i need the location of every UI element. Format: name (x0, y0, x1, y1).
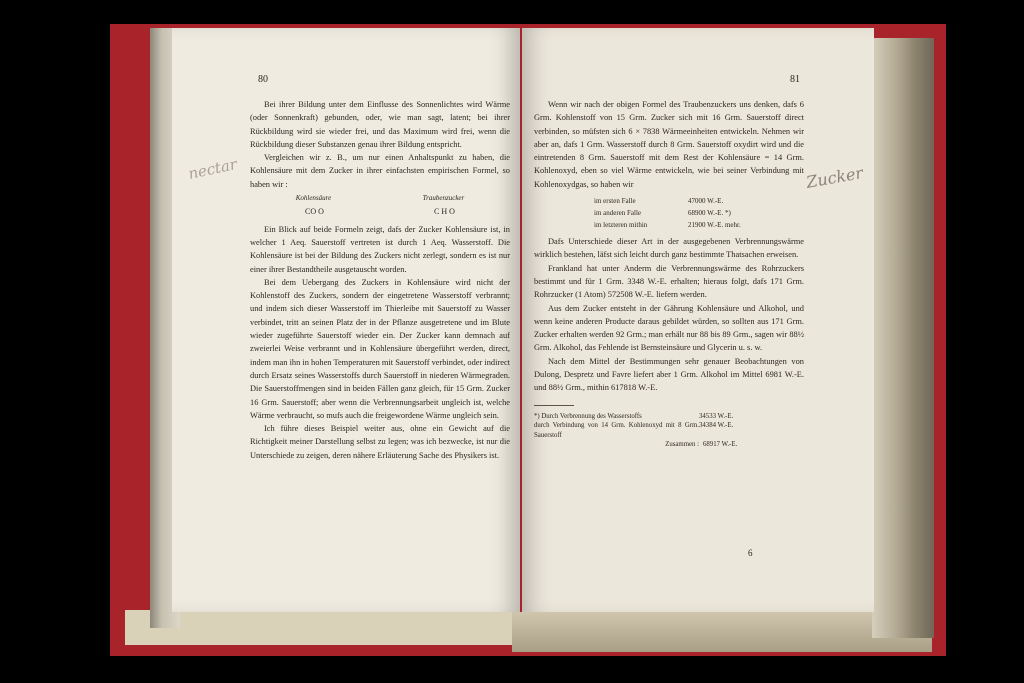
paragraph: Bei dem Uebergang des Zuckers in Kohlensäure wird nicht der Kohlenstoff des Zuckers, sondern der eingetretene Wasserstoff verbrannt; und indem sich dieser Wasserstoff im Thierleibe mit Sauerstoff zu Wasser verbindet, tritt an seinen Platz der in der Pflanze ausgetretene und im Blute wieder zugeführte Sauerstoff wieder ein. Der Zucker kann demnach auf zweierlei Weise verbrannt und in Kohlensäure übergeführt werden, direct, indem man ihn in hohen Temperaturen mit Sauerstoff verbindet, oder indirect durch Ersatz seines Wasserstoffs durch Sauerstoff in niederen Wärmegraden. Die Sauerstoffmengen sind in beiden Fällen ganz gleich, für 15 Grm. Zucker 16 Grm. Sauerstoff; aber wenn die Verbrennungsarbeit ungleich ist, welche Wärme verbraucht, so mufs auch die freigewordene Wärme ungleich sein. (250, 277, 510, 420)
table-value: 47000 W.-E. (688, 197, 724, 206)
table-value: 68900 W.-E. *) (688, 209, 731, 218)
footnote-value: 34533 W.-E. (699, 412, 734, 420)
page-number: 80 (258, 74, 268, 85)
signature-mark: 6 (748, 548, 753, 558)
paragraph: Bei ihrer Bildung unter dem Einflusse des Sonnenlichtes wird Wärme (oder Sonnenkraft) gebunden, oder, wie man sagt, latent; bei ihrer Rückbildung wird sie wieder frei, und das Maximum wird frei, wenn die Rückbildung dieser Substanzen genau ihrer Bildung entspricht. (250, 100, 510, 149)
formula (250, 205, 510, 218)
paragraph: Nach dem Mittel der Bestimmungen sehr genauer Beobachtungen von Dulong, Despretz und Favre liefert aber 1 Grm. Alkohol im Mittel 6981 W.-E. und 88½ Grm., mithin 617818 W.-E. (534, 356, 804, 393)
pencil-annotation-left: nectar (186, 155, 239, 183)
footnote-line (534, 421, 804, 440)
page-stack-right (872, 38, 934, 638)
paragraph: Ich führe dieses Beispiel weiter aus, ohne ein Gewicht auf die Richtigkeit meiner Darstellung selbst zu legen; was ich bezwecke, ist nur die Unterschiede zu zeigen, deren nähere Erläuterung Sache des Physikers ist. (250, 424, 510, 460)
right-page-text (534, 98, 804, 450)
pencil-annotation-right: Zucker (804, 163, 865, 192)
footnote-value: 68917 W.-E. (703, 441, 738, 449)
paragraph: Dafs Unterschiede dieser Art in der ausgegebenen Verbrennungswärme wirklich bestehen, läfst sich leicht durch ganz bestimmte Thatsachen erweisen. (534, 237, 804, 260)
paragraph: Aus dem Zucker entsteht in der Gährung Kohlensäure und Alkohol, und wenn keine anderen Producte daraus gebildet würden, so sollten aus 171 Grm. Zucker erhalten werden 92 Grm.; man erhält nur 88 bis 89 Grm., sagen wir 88½ Grm. Alkohol, das Fehlende ist Bernsteinsäure und Glycerin u. s. w. (534, 303, 804, 353)
left-page-text (250, 98, 510, 462)
table-label: im ersten Falle (594, 197, 636, 206)
footnote-value: 34384 W.-E. (699, 422, 734, 430)
table-value: 21900 W.-E. mehr. (688, 221, 741, 230)
paragraph: Vergleichen wir z. B., um nur einen Anhaltspunkt zu haben, die Kohlensäure mit dem Zucker in ihrer einfachsten empirischen Formel, so haben wir : (250, 153, 510, 189)
page-number: 81 (790, 74, 800, 85)
formula-right: C H O (434, 207, 455, 217)
paragraph: Wenn wir nach der obigen Formel des Traubenzuckers uns denken, dafs 6 Grm. Kohlenstoff von 15 Grm. Zucker sich mit 16 Grm. Sauerstoff direct verbinden, so müfsten sich 6 × 7838 Wärmeeinheiten entwickeln. Nehmen wir aber an, dafs 1 Grm. Wasserstoff durch 8 Grm. Sauerstoff oxydirt wird und die eintretenden 8 Grm. Sauerstoff mit dem Rest der Kohlensäure = 14 Grm. Kohlenoxyd, eben so viel Wärme entwickeln, wie bei seiner Verbindung mit Kohlenoxydgas, so haben wir (534, 100, 804, 189)
page-block-right (512, 612, 932, 652)
footnote-text: durch Verbindung von 14 Grm. Kohlenoxyd mit 8 Grm. Sauerstoff (534, 422, 699, 439)
left-page (172, 28, 520, 612)
footnote-text: Zusammen : (665, 441, 699, 449)
heat-table (594, 195, 804, 231)
footnote-line (534, 412, 804, 422)
page-block-left (125, 610, 515, 645)
formula-left: CO O (305, 207, 324, 217)
table-row (594, 195, 804, 207)
footnote-text: *) Durch Verbrennung des Wasserstoffs (534, 412, 642, 420)
right-page (522, 28, 874, 612)
paragraph: Frankland hat unter Anderm die Verbrennungswärme des Rohrzuckers bestimmt und für 1 Grm. 3348 W.-E. erhalten; hieraus folgt, dafs 171 Grm. Rohrzucker (1 Atom) 572508 W.-E. liefern werden. (534, 263, 804, 300)
paragraph: Ein Blick auf beide Formeln zeigt, dafs der Zucker Kohlensäure ist, in welcher 1 Aeq. Sauerstoff vertreten ist durch 1 Aeq. Wasserstoff. Die Kohlensäure ist bei der Bildung des Zuckers nicht zerlegt, sondern es ist nur einer ihrer Bestandtheile ausgetauscht worden. (250, 224, 510, 274)
footnote-line (534, 440, 804, 450)
table-row (594, 207, 804, 219)
formula-label-left: Kohlensäure (295, 194, 332, 203)
table-label: im letzteren mithin (594, 221, 648, 230)
table-row (594, 219, 804, 231)
table-label: im anderen Falle (594, 209, 642, 218)
formula-labels (250, 192, 510, 205)
footnote-rule (534, 405, 574, 406)
formula-label-right: Traubenzucker (422, 194, 465, 203)
